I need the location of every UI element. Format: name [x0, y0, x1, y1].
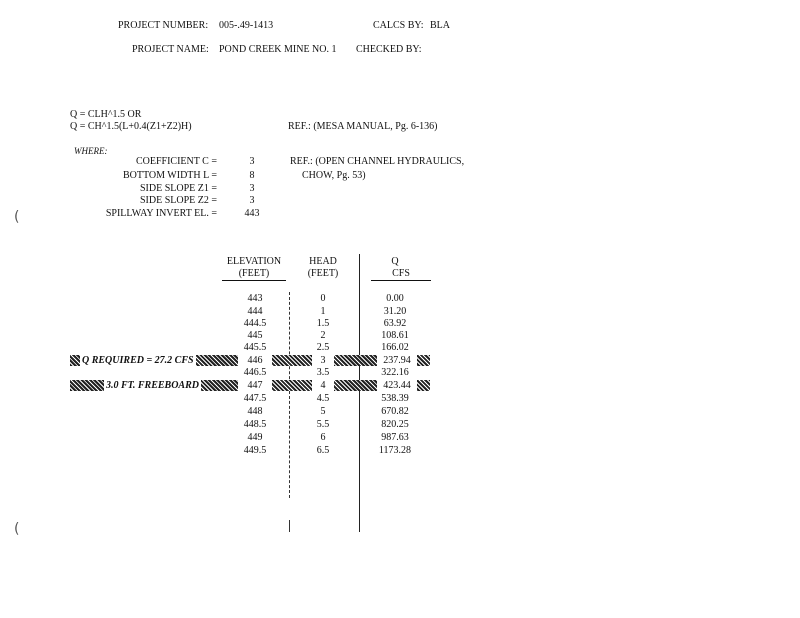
cell-elevation: 444.5: [243, 318, 267, 329]
binder-hole-mark-bottom: (: [14, 521, 20, 537]
project-number-value: 005-.49-1413: [219, 20, 274, 31]
cell-head: 6.5: [316, 445, 330, 456]
cell-q: 63.92: [383, 318, 407, 329]
cell-elevation: 447.5: [243, 393, 267, 404]
param-value: 3: [249, 195, 255, 206]
cell-head: 2: [320, 330, 326, 341]
table-divider-left: [289, 292, 290, 498]
cell-elevation: 443: [247, 293, 263, 304]
q-required-label: Q REQUIRED = 27.2 CFS: [82, 355, 194, 366]
header-elevation: ELEVATION: [226, 256, 282, 267]
reference-mesa: REF.: (MESA MANUAL, Pg. 6-136): [288, 121, 438, 132]
cell-elevation: 448: [247, 406, 263, 417]
project-number-label: PROJECT NUMBER:: [118, 20, 209, 31]
cell-q: 820.25: [381, 419, 409, 430]
project-name-value: POND CREEK MINE NO. 1: [219, 44, 337, 55]
cell-head: 4: [312, 380, 334, 391]
cell-q: 322.16: [381, 367, 409, 378]
formula-line-2: Q = CH^1.5(L+0.4(Z1+Z2)H): [70, 121, 192, 132]
cell-q: 108.61: [381, 330, 409, 341]
cell-q: 423.44: [377, 380, 417, 391]
param-value: 8: [249, 170, 255, 181]
param-label: COEFFICIENT C =: [135, 156, 217, 167]
binder-hole-mark-top: (: [14, 209, 20, 225]
header-q-unit: CFS: [371, 269, 431, 281]
cell-head: 3.5: [316, 367, 330, 378]
cell-elevation: 444: [247, 306, 263, 317]
cell-head: 1.5: [316, 318, 330, 329]
calcs-by-label: CALCS BY:: [373, 20, 424, 31]
cell-elevation: 447: [238, 380, 272, 391]
header-head: HEAD: [309, 256, 337, 267]
cell-head: 4.5: [316, 393, 330, 404]
cell-elevation: 445: [247, 330, 263, 341]
cell-head: 6: [320, 432, 326, 443]
cell-elevation: 448.5: [243, 419, 267, 430]
cell-head: 0: [320, 293, 326, 304]
cell-head: 5: [320, 406, 326, 417]
param-label: BOTTOM WIDTH L =: [122, 170, 217, 181]
cell-head: 2.5: [316, 342, 330, 353]
cell-head: 1: [320, 306, 326, 317]
param-value: 3: [249, 183, 255, 194]
param-label: SIDE SLOPE Z2 =: [139, 195, 217, 206]
checked-by-label: CHECKED BY:: [356, 44, 422, 55]
cell-elevation: 449.5: [243, 445, 267, 456]
cell-elevation: 446.5: [243, 367, 267, 378]
cell-q: 987.63: [381, 432, 409, 443]
cell-head: 3: [312, 355, 334, 366]
header-elevation-unit: (FEET): [222, 269, 286, 281]
cell-q: 670.82: [381, 406, 409, 417]
formula-line-1: Q = CLH^1.5 OR: [70, 109, 142, 120]
cell-q: 237.94: [377, 355, 417, 366]
cell-elevation: 449: [247, 432, 263, 443]
table-divider-left-tail: [289, 520, 290, 532]
cell-q: 31.20: [383, 306, 407, 317]
table-divider-right: [359, 254, 360, 532]
param-label: SIDE SLOPE Z1 =: [139, 183, 217, 194]
reference-chow-line-2: CHOW, Pg. 53): [302, 170, 366, 181]
cell-elevation: 445.5: [243, 342, 267, 353]
cell-q: 166.02: [381, 342, 409, 353]
cell-elevation: 446: [238, 355, 272, 366]
cell-head: 5.5: [316, 419, 330, 430]
reference-chow-line-1: REF.: (OPEN CHANNEL HYDRAULICS,: [290, 156, 465, 167]
cell-q: 1173.28: [378, 445, 412, 456]
param-value: 3: [249, 156, 255, 167]
where-label: WHERE:: [74, 146, 108, 156]
cell-q: 538.39: [381, 393, 409, 404]
freeboard-label: 3.0 FT. FREEBOARD: [106, 380, 199, 391]
project-name-label: PROJECT NAME:: [132, 44, 209, 55]
param-value: 443: [244, 208, 260, 219]
header-head-unit: (FEET): [307, 268, 339, 279]
header-q: Q: [391, 256, 399, 267]
cell-q: 0.00: [386, 293, 404, 304]
calcs-by-value: BLA: [430, 20, 450, 31]
param-label: SPILLWAY INVERT EL. =: [105, 208, 217, 219]
